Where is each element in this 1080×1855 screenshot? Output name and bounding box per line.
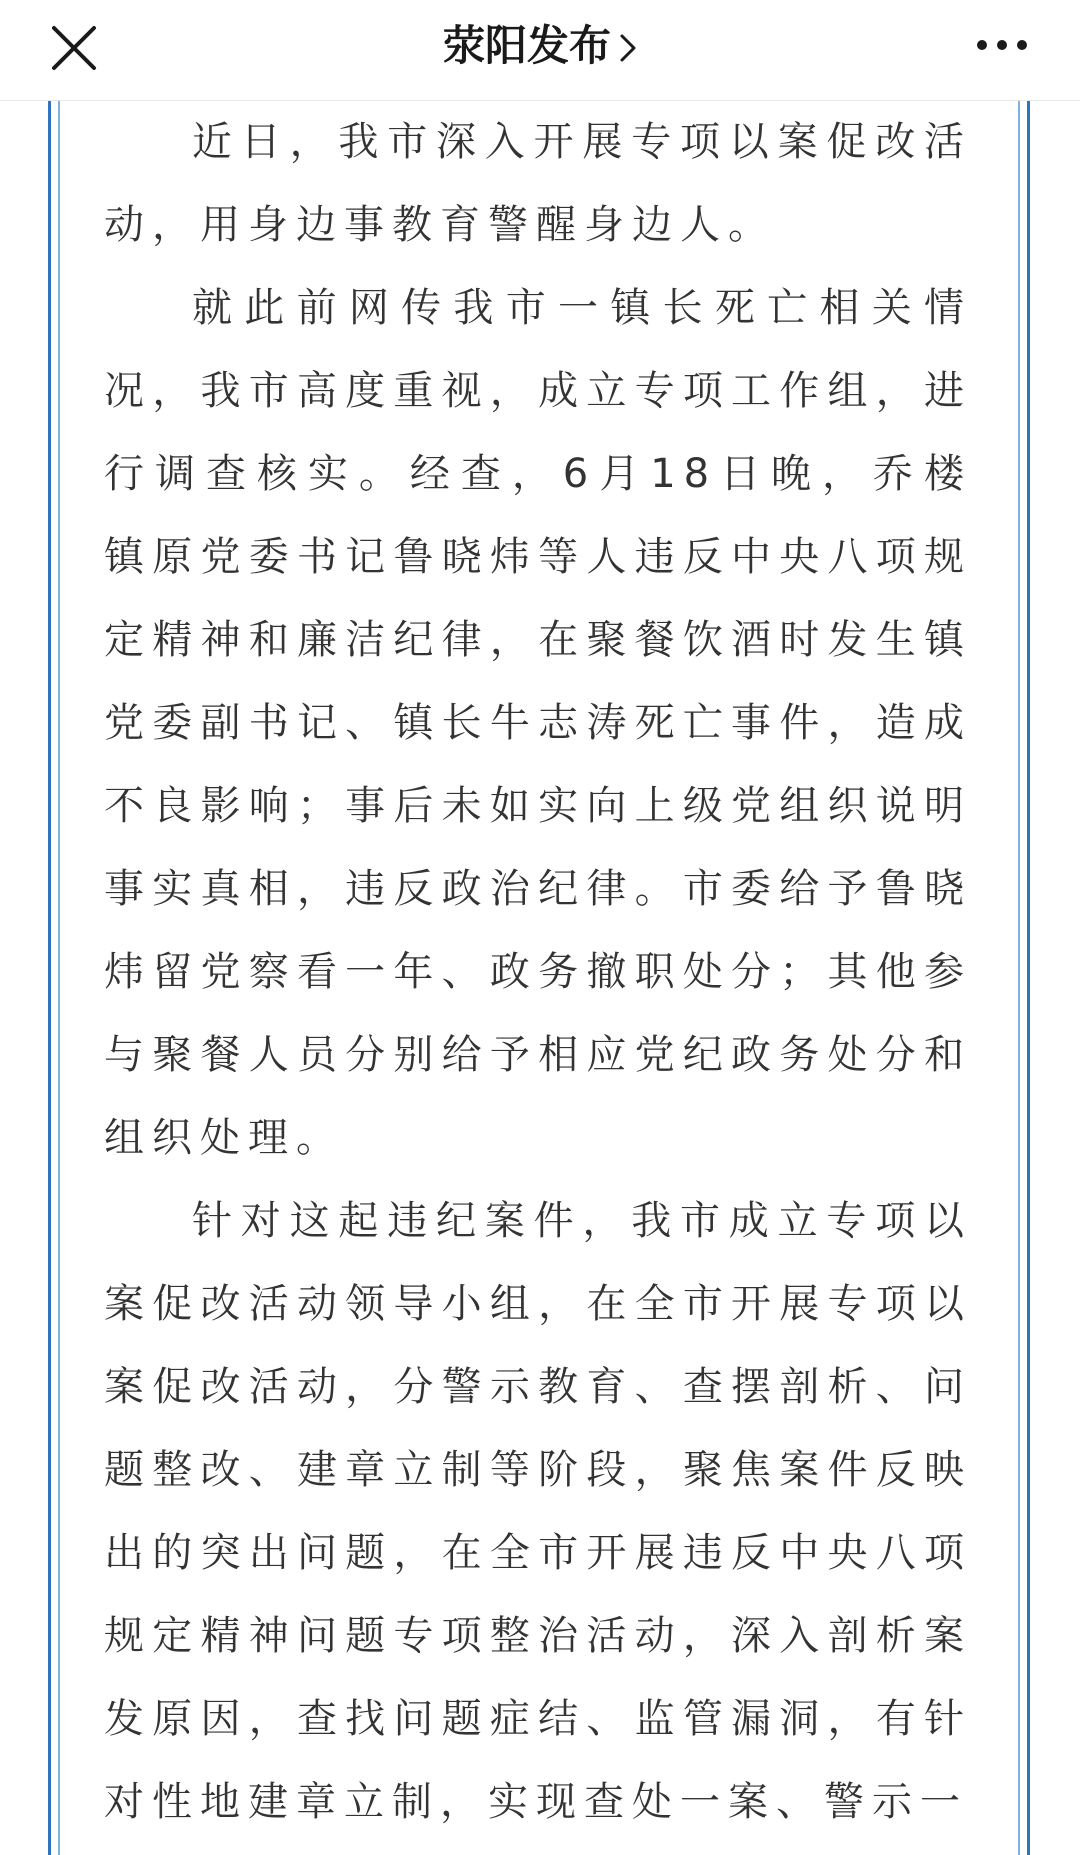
page-title: 荥阳发布 [442,21,611,70]
article-paragraph-2: 就此前网传我市一镇长死亡相关情况，我市高度重视，成立专项工作组，进行调查核实。经查，6月18日晚，乔楼镇原党委书记鲁晓炜等人违反中央八项规定精神和廉洁纪律，在聚餐饮酒时发生镇党委副书记、镇长牛志涛死亡事件，造成不良影响；事后未如实向上级党组织说明事实真相，违反政治纪律。市委给予鲁晓炜留党察看一年、政务撤职处分；其他参与聚餐人员分别给予相应党纪政务处分和组织处理。 [104,285,972,1161]
article-paragraph-3: 针对这起违纪案件，我市成立专项以案促改活动领导小组，在全市开展专项以案促改活动，分警示教育、查摆剖析、问题整改、建章立制等阶段，聚焦案件反映出的突出问题，在全市开展违反中央八项规定精神问题专项整治活动，深入剖析案发原因，查找问题症结、监管漏洞，有针对性地建章立制，实现查处一案、警示一 [104,1198,972,1825]
account-title-link[interactable] [0,18,1080,77]
article-body [104,101,972,1844]
article-paragraph-1: 近日，我市深入开展专项以案促改活动，用身边事教育警醒身边人。 [104,119,972,248]
more-dots-icon [972,30,1032,60]
more-options-button[interactable] [972,30,1032,60]
top-navigation-bar [0,0,1080,101]
chevron-right-icon [619,21,637,77]
